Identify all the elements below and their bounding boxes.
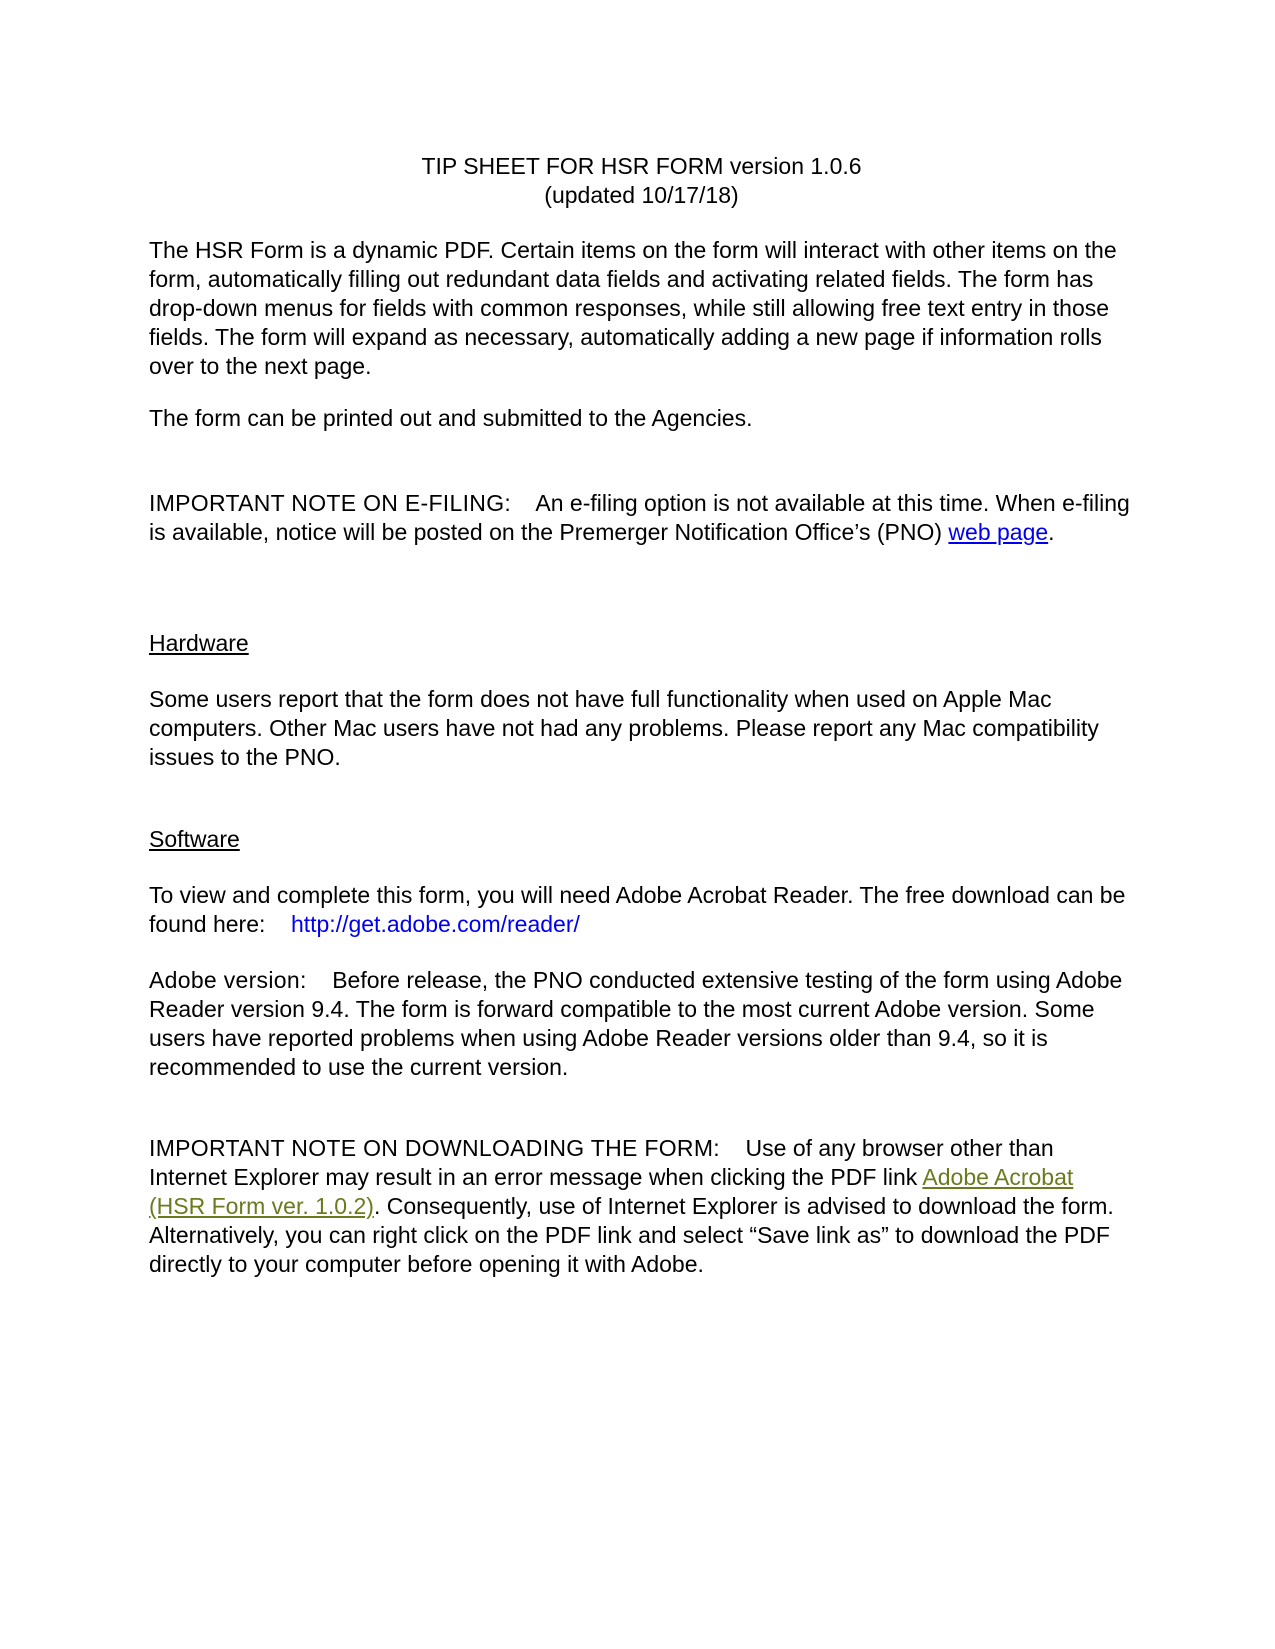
- adobe-reader-link[interactable]: http://get.adobe.com/reader/: [290, 911, 580, 937]
- print-paragraph: The form can be printed out and submitted to the Agencies.: [149, 405, 753, 431]
- efiling-label: IMPORTANT NOTE ON E-FILING:: [149, 490, 512, 516]
- page-title: TIP SHEET FOR HSR FORM version 1.0.6: [421, 153, 862, 179]
- download-paragraph: [149, 1134, 1134, 1279]
- hardware-heading: Hardware: [149, 630, 249, 656]
- download-text-1: Use of any browser other than Internet Explorer may result in an error message when clicking the PDF link: [149, 1135, 1054, 1190]
- hsr-form-pdf-link[interactable]: Adobe Acrobat (HSR Form ver. 1.0.2): [149, 1164, 1074, 1219]
- adobe-version-paragraph: [149, 966, 1134, 1082]
- adobe-version-text: Before release, the PNO conducted extensive testing of the form using Adobe Reader version 9.4. The form is forward compatible to the most current Adobe version. Some users have reported problems when using Adobe Reader versions older than 9.4, so it is recommended to use the current version.: [149, 967, 1123, 1080]
- efiling-text: An e-filing option is not available at this time. When e-filing is available, notice will be posted on the Premerger Notification Office’s (PNO): [149, 490, 1130, 545]
- pno-web-page-link[interactable]: web page: [948, 519, 1049, 545]
- software-paragraph: [149, 881, 1134, 939]
- download-label: IMPORTANT NOTE ON DOWNLOADING THE FORM:: [149, 1135, 720, 1161]
- intro-paragraph: The HSR Form is a dynamic PDF. Certain items on the form will interact with other items on the form, automatically filling out redundant data fields and activating related fields. The form has drop-down menus for fields with common responses, while still allowing free text entry in those fields. The form will expand as necessary, automatically adding a new page if information rolls over to the next page.: [149, 237, 1117, 379]
- efiling-end: .: [1048, 519, 1055, 545]
- title-block: [149, 152, 1134, 210]
- updated-date: (updated 10/17/18): [544, 182, 739, 208]
- adobe-version-label: Adobe version:: [149, 967, 307, 993]
- efiling-paragraph: [149, 489, 1134, 547]
- download-text-2: . Consequently, use of Internet Explorer is advised to download the form. Alternatively, you can right click on the PDF link and select “Save link as” to download the PDF directly to your computer before opening it with Adobe.: [149, 1193, 1114, 1277]
- software-heading: Software: [149, 826, 240, 852]
- hardware-paragraph: Some users report that the form does not have full functionality when used on Apple Mac computers. Other Mac users have not had any problems. Please report any Mac compatibility issues to the PNO.: [149, 686, 1099, 770]
- software-text: To view and complete this form, you will need Adobe Acrobat Reader. The free download can be found here:: [149, 882, 1126, 937]
